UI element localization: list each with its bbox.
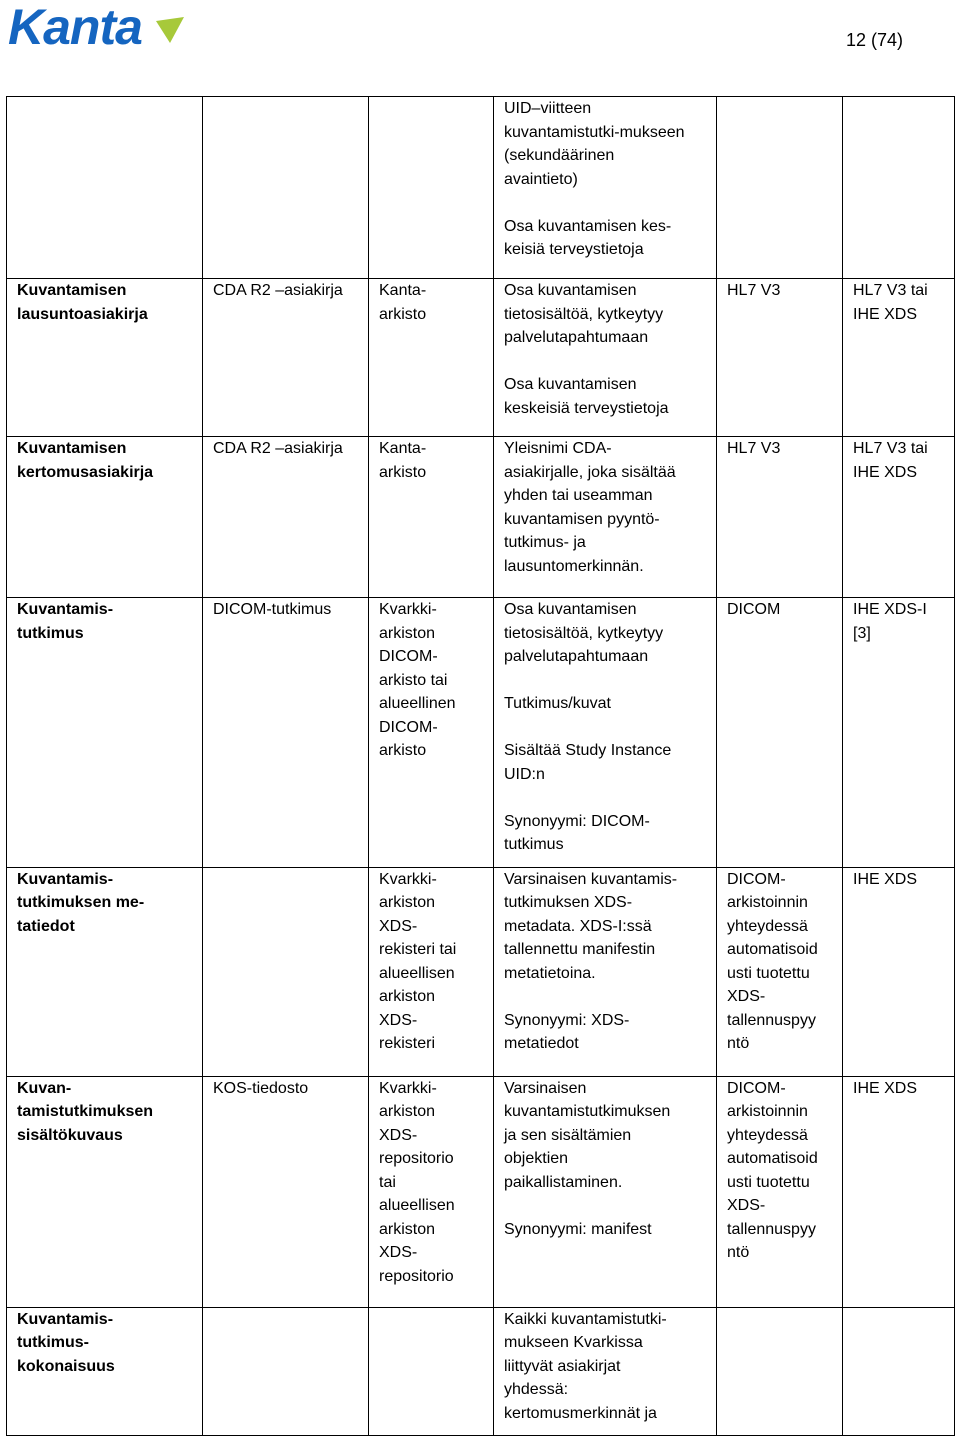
cell-text: DICOM- arkistoinnin yhteydessä automatisoid usti tuotettu XDS- tallennuspyy ntö	[727, 870, 818, 1052]
cell-text: Kanta- arkisto	[379, 282, 427, 323]
cell-text: CDA R2 –asiakirja	[213, 282, 343, 299]
table-row	[7, 1307, 955, 1436]
cell-text: DICOM	[727, 601, 781, 618]
table-cell-format	[203, 437, 369, 598]
table-cell-term	[7, 279, 203, 437]
table-row	[7, 279, 955, 437]
cell-text: Kvarkki- arkiston XDS- repositorio tai alueellisen arkiston XDS- repositorio	[379, 1079, 455, 1285]
table-cell-profile	[843, 1307, 955, 1436]
cell-text: Kvarkki- arkiston DICOM- arkisto tai alueellinen DICOM- arkisto	[379, 601, 456, 759]
cell-text: Kvarkki- arkiston XDS- rekisteri tai alueellisen arkiston XDS- rekisteri	[379, 870, 457, 1052]
table-cell-standard	[717, 1307, 843, 1436]
cell-text: Kanta- arkisto	[379, 440, 427, 481]
table-cell-format	[203, 97, 369, 279]
table-cell-term	[7, 437, 203, 598]
table-cell-description	[494, 867, 717, 1076]
table-cell-standard	[717, 97, 843, 279]
cell-text: KOS-tiedosto	[213, 1079, 309, 1097]
table-cell-profile	[843, 598, 955, 868]
cell-text: HL7 V3	[727, 282, 781, 299]
table-cell-profile	[843, 97, 955, 279]
table-cell-term	[7, 97, 203, 279]
table-row	[7, 598, 955, 868]
cell-text: Kuvantamis- tutkimus- kokonaisuus	[17, 1310, 115, 1375]
table-cell-format	[203, 867, 369, 1076]
table-cell-standard	[717, 867, 843, 1076]
cell-text: UID–viitteen kuvantamistutki-mukseen (sekundäärinen avaintieto) Osa kuvantamisen kes- keisiä terveystietoja	[504, 100, 685, 258]
table-row	[7, 1076, 955, 1307]
table-cell-description	[494, 1307, 717, 1436]
cell-text: HL7 V3 tai IHE XDS	[853, 440, 928, 481]
table-cell-storage	[369, 1307, 494, 1436]
cell-text: Varsinaisen kuvantamistutkimuksen ja sen sisältämien objektien paikallistaminen. Synonyymi: manifest	[504, 1079, 671, 1238]
table-cell-standard	[717, 1076, 843, 1307]
table-cell-profile	[843, 867, 955, 1076]
table-cell-description	[494, 437, 717, 598]
page-number: 12 (74)	[845, 30, 903, 50]
table-cell-storage	[369, 279, 494, 437]
table-cell-format	[203, 279, 369, 437]
cell-text: Varsinaisen kuvantamis- tutkimuksen XDS- metadata. XDS-I:ssä tallennettu manifestin metatietoina. Synonyymi: XDS- metatiedot	[504, 870, 678, 1052]
cell-text: HL7 V3	[727, 440, 781, 457]
specification-table	[6, 96, 955, 1436]
cell-text: Yleisnimi CDA- asiakirjalle, joka sisältää yhden tai useamman kuvantamisen pyyntö- tutkimus- ja lausuntomerkinnän.	[504, 440, 676, 575]
logo-leaf-icon	[156, 17, 184, 43]
cell-text: IHE XDS-I [3]	[853, 601, 927, 642]
cell-text: Osa kuvantamisen tietosisältöä, kytkeytyy palvelutapahtumaan Tutkimus/kuvat Sisältää Study Instance UID:n Synonyymi: DICOM- tutkimus	[504, 601, 672, 853]
cell-text: Kuvan- tamistutkimuksen sisältökuvaus	[17, 1079, 154, 1144]
table-row	[7, 867, 955, 1076]
table-cell-format	[203, 1307, 369, 1436]
table-cell-term	[7, 1307, 203, 1436]
cell-text: HL7 V3 tai IHE XDS	[853, 282, 928, 323]
table-cell-storage	[369, 598, 494, 868]
table-cell-description	[494, 279, 717, 437]
cell-text: Kuvantamis- tutkimuksen me- tatiedot	[17, 870, 145, 935]
table-cell-description	[494, 1076, 717, 1307]
cell-text: CDA R2 –asiakirja	[213, 440, 343, 457]
table-cell-format	[203, 598, 369, 868]
cell-text: DICOM- arkistoinnin yhteydessä automatisoid usti tuotettu XDS- tallennuspyy ntö	[727, 1079, 818, 1261]
table-cell-standard	[717, 437, 843, 598]
table-cell-description	[494, 97, 717, 279]
cell-text: IHE XDS	[853, 870, 918, 888]
table-cell-profile	[843, 279, 955, 437]
table-cell-standard	[717, 279, 843, 437]
cell-text: Kuvantamis- tutkimus	[17, 601, 114, 642]
table-cell-term	[7, 598, 203, 868]
table-cell-profile	[843, 1076, 955, 1307]
kanta-logo-text: Kanta	[8, 2, 142, 52]
table-cell-description	[494, 598, 717, 868]
kanta-logo	[6, 2, 186, 52]
table-cell-storage	[369, 1076, 494, 1307]
table-cell-storage	[369, 867, 494, 1076]
cell-text: IHE XDS	[853, 1079, 918, 1097]
cell-text: Osa kuvantamisen tietosisältöä, kytkeytyy palvelutapahtumaan Osa kuvantamisen keskeisiä terveystietoja	[504, 282, 669, 417]
table-row	[7, 97, 955, 279]
table-cell-storage	[369, 97, 494, 279]
table-cell-profile	[843, 437, 955, 598]
table-cell-standard	[717, 598, 843, 868]
cell-text: Kuvantamisen lausuntoasiakirja	[17, 282, 148, 323]
cell-text: DICOM-tutkimus	[213, 601, 332, 618]
cell-text: Kuvantamisen kertomusasiakirja	[17, 440, 154, 481]
table-cell-storage	[369, 437, 494, 598]
table-row	[7, 437, 955, 598]
table-cell-format	[203, 1076, 369, 1307]
table-cell-term	[7, 1076, 203, 1307]
cell-text: Kaikki kuvantamistutki- mukseen Kvarkissa liittyvät asiakirjat yhdessä: kertomusmerkinnät ja	[504, 1310, 667, 1422]
table-cell-term	[7, 867, 203, 1076]
